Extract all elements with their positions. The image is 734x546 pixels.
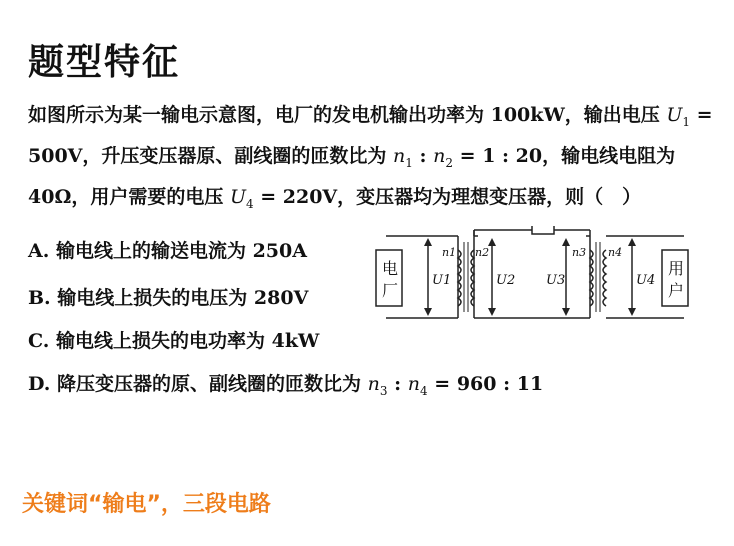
u2-label: U2 [496, 273, 516, 288]
question-text [28, 98, 718, 220]
subscript: 4 [420, 383, 428, 398]
subscript: 2 [445, 155, 454, 170]
subscript: 4 [245, 196, 254, 211]
option-d[interactable] [28, 369, 543, 398]
symbol-n2: n [433, 144, 446, 167]
generator-label-2: 厂 [382, 281, 399, 300]
generator-label-1: 电 [382, 259, 399, 278]
n2-label: n2 [475, 246, 490, 259]
symbol-n1: n [393, 144, 406, 167]
circuit-diagram [372, 226, 692, 326]
u4-label: U4 [636, 273, 656, 288]
n1-label: n1 [442, 246, 457, 259]
n4-label: n4 [608, 246, 623, 259]
coil-n4 [603, 250, 606, 306]
u3-label: U3 [546, 273, 566, 288]
n3-label: n3 [572, 246, 587, 259]
option-d-text: = 960 : 11 [427, 373, 544, 395]
symbol-n3: n [367, 373, 380, 395]
line-resistor [532, 226, 554, 234]
keyword-note: 关键词“输电”，三段电路 [22, 492, 271, 517]
question-part: = 220V，变压器均为理想变压器，则（ ） [253, 185, 642, 208]
option-b[interactable]: B. 输电线上损失的电压为 280V [28, 287, 309, 309]
symbol-u1: U [666, 104, 683, 126]
question-part: 如图所示为某一输电示意图，电厂的发电机输出功率为 100kW，输出电压 [28, 104, 667, 126]
u1-label: U1 [432, 273, 452, 288]
option-d-text: D. 降压变压器的原、副线圈的匝数比为 [28, 373, 368, 395]
subscript: 1 [682, 114, 691, 129]
symbol-u4: U [229, 185, 246, 208]
user-label-1: 用 [668, 259, 685, 278]
question-part: : [412, 144, 434, 167]
subscript: 3 [379, 383, 388, 398]
option-d-text: : [387, 373, 408, 395]
subscript: 1 [405, 155, 413, 170]
option-a[interactable]: A. 输电线上的输送电流为 250A [28, 240, 307, 262]
page-title: 题型特征 [28, 42, 181, 83]
question-part: = 1 : 20，输电线电阻为 40Ω，用户需要的电压 [28, 144, 676, 208]
option-c[interactable]: C. 输电线上损失的电功率为 4kW [28, 330, 320, 352]
user-label-2: 户 [668, 281, 685, 300]
question-part: = 500V，升压变压器原、副线圈的匝数比为 [28, 104, 713, 167]
symbol-n4: n [407, 373, 421, 395]
